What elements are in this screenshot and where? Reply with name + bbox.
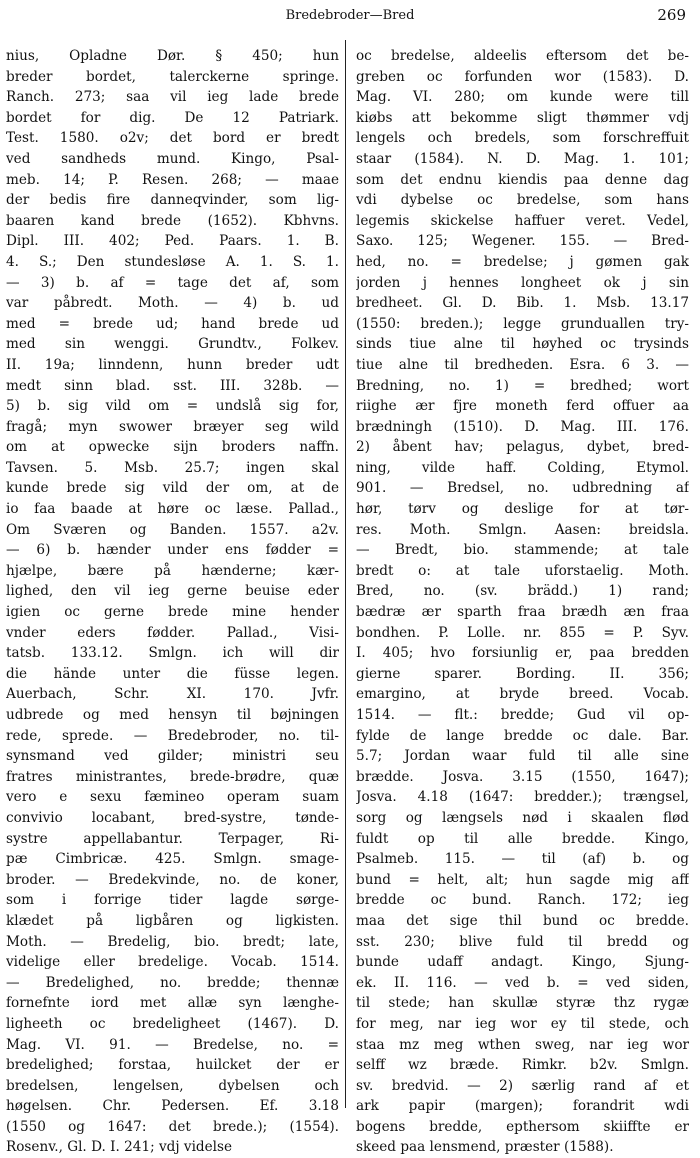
text-line: — 6) b. hænder under ens fødder =	[6, 542, 339, 559]
text-line: breder bordet, talerckerne springe.	[6, 68, 339, 85]
text-line: II. 19a; linndenn, hunn breder udt	[6, 356, 339, 373]
text-line: ek. II. 116. — ved b. = ved siden,	[356, 974, 689, 991]
text-line: bondhen. P. Lolle. nr. 855 = P. Syv.	[356, 624, 689, 641]
text-line: riighe ær fjre moneth ferd offuer aa	[356, 398, 689, 415]
text-line: skeed paa lensmend, præster (1588).	[356, 1139, 614, 1156]
page-number: 269	[657, 6, 686, 24]
text-line: Saxo. 125; Wegener. 155. — Bred-	[356, 233, 689, 250]
text-line: ved sandheds mund. Kingo, Psal-	[6, 150, 339, 167]
text-line: videlige eller bredelige. Vocab. 1514.	[6, 954, 339, 971]
text-line: bordet for dig. De 12 Patriark.	[6, 109, 339, 126]
text-line: kiøbs att bekomme sligt thømmer vdj	[356, 109, 689, 126]
text-line: for meg, nar ieg wor ey til stede, och	[356, 1015, 689, 1032]
text-line: lighed, den vil ieg gerne beuise eder	[6, 583, 339, 600]
text-line: sorg og længsels nød i skaalen flød	[356, 809, 689, 826]
text-line: bunde udaff andagt. Kingo, Sjung-	[356, 954, 689, 971]
right-column	[356, 46, 689, 1158]
text-line: (1550: breden.); legge grunduallen try-	[356, 315, 689, 332]
text-line: Rosenv., Gl. D. I. 241; vdj videlse	[6, 1139, 233, 1156]
text-line: sv. bredvid. — 2) særlig rand af et	[356, 1077, 689, 1094]
text-line: Test. 1580. o2v; det bord er bredt	[6, 130, 339, 147]
text-line: høgelsen. Chr. Pedersen. Ef. 3.18	[6, 1098, 339, 1115]
text-line: jorden j hennes longheet ok j sin	[356, 274, 689, 291]
text-line: bredelsen, lengelsen, dybelsen och	[6, 1077, 339, 1094]
text-line: — 3) b. af = tage det af, som	[6, 274, 339, 291]
text-line: bredelighed; forstaa, huilcket der er	[6, 1057, 339, 1074]
text-line: fragå; myn swower bræyer seg wild	[6, 418, 339, 435]
text-line: tiue alne til bredheden. Esra. 6 3. —	[356, 356, 689, 373]
text-line: Auerbach, Schr. XI. 170. Jvfr.	[6, 686, 339, 703]
text-line: systre appellabantur. Terpager, Ri-	[6, 830, 339, 847]
text-line: Om Sværen og Banden. 1557. a2v.	[6, 521, 339, 538]
text-line: som i forrige tider lagde sørge-	[6, 892, 339, 909]
text-line: synsmand ved gilder; ministri seu	[6, 748, 339, 765]
text-line: hed, no. = bredelse; j gømen gak	[356, 253, 689, 270]
text-line: var påbredt. Moth. — 4) b. ud	[6, 295, 339, 312]
text-line: hør, tørv og deslige for at tør-	[356, 501, 689, 518]
text-line: oc bredelse, aldeelis eftersom det be-	[356, 48, 689, 64]
text-line: nius, Opladne Dør. § 450; hun	[6, 48, 339, 64]
text-line: staar (1584). N. D. Mag. 1. 101;	[356, 150, 689, 167]
text-line: med = brede ud; hand brede ud	[6, 315, 339, 332]
text-line: sst. 230; blive fuld til bredd og	[356, 933, 689, 950]
text-line: igien oc gerne brede mine hender	[6, 604, 339, 621]
text-line: vdi dybelse oc bredelse, som hans	[356, 192, 689, 209]
text-line: Mag. VI. 91. — Bredelse, no. =	[6, 1036, 339, 1053]
text-line: — Bredt, bio. stammende; at tale	[356, 542, 689, 559]
text-line: om at opwecke sijn broders naffn.	[6, 439, 339, 456]
text-line: bredt o: at tale uforstaelig. Moth.	[356, 562, 689, 579]
text-line: selff wz bræde. Rimkr. b2v. Smlgn.	[356, 1057, 689, 1074]
text-line: udbrede og med hensyn til bøjningen	[6, 707, 339, 723]
text-line: ark papir (margen); forandrit wdi	[356, 1098, 689, 1115]
text-line: Dipl. III. 402; Ped. Paars. 1. B.	[6, 233, 339, 250]
page-header	[0, 6, 700, 28]
text-line: 901. — Bredsel, no. udbredning af	[356, 480, 689, 497]
text-line: Moth. — Bredelig, bio. bredt; late,	[6, 933, 339, 950]
text-line: fornefnte iord met allæ syn længhe-	[6, 995, 339, 1012]
text-line: brædde. Josva. 3.15 (1550, 1647);	[356, 768, 689, 785]
text-line: broder. — Bredekvinde, no. de koner,	[6, 871, 339, 888]
text-line: der bedis fire danneqvinder, som lig-	[6, 192, 339, 209]
text-line: baaren kand brede (1652). Kbhvns.	[6, 212, 339, 229]
text-line: til stede; han skullæ styræ thz rygæ	[356, 995, 689, 1012]
text-line: klædet på ligbåren og ligkisten.	[6, 912, 339, 929]
text-line: io faa baade at høre oc læse. Pallad.,	[6, 501, 339, 518]
text-line: emargino, at bryde breed. Vocab.	[356, 686, 689, 703]
text-line: hjælpe, bære på hænderne; kær-	[6, 562, 339, 579]
text-line: Tavsen. 5. Msb. 25.7; ingen skal	[6, 459, 339, 476]
text-line: bund = helt, alt; hun sagde mig aff	[356, 871, 689, 888]
text-line: maa det sige thil bund oc bredde.	[356, 912, 689, 929]
text-line: 5) b. sig vild om = undslå sig for,	[6, 398, 339, 415]
column-divider	[345, 40, 346, 1108]
text-line: convivio locabant, bred-systre, tønde-	[6, 809, 339, 826]
text-line: greben oc forfunden wor (1583). D.	[356, 68, 689, 85]
text-line: 1514. — flt.: bredde; Gud vil op-	[356, 707, 689, 723]
text-line: fratres ministrantes, brede-brødre, quæ	[6, 768, 339, 785]
text-line: gierne sparer. Bording. II. 356;	[356, 665, 689, 682]
text-line: bædræ ær sparth fraa brædh æn fraa	[356, 604, 689, 621]
text-line: Mag. VI. 280; om kunde were till	[356, 89, 689, 106]
text-line: fuldt op til alle bredde. Kingo,	[356, 830, 689, 847]
text-line: legemis skickelse haffuer veret. Vedel,	[356, 212, 689, 229]
text-line: vnder eders fødder. Pallad., Visi-	[6, 624, 339, 641]
text-line: lengels och bredels, som forschreffuit	[356, 130, 689, 147]
text-line: res. Moth. Smlgn. Aasen: breidsla.	[356, 521, 689, 538]
text-line: ligheeth oc bredeligheet (1467). D.	[6, 1015, 339, 1032]
text-line: pæ Cimbricæ. 425. Smlgn. smage-	[6, 851, 339, 868]
text-line: Josva. 4.18 (1647: bredder.); trængsel,	[356, 789, 689, 806]
text-line: meb. 14; P. Resen. 268; — maae	[6, 171, 339, 188]
text-line: Psalmeb. 115. — til (af) b. og	[356, 851, 689, 868]
text-line: medt sinn blad. sst. III. 328b. —	[6, 377, 339, 394]
text-line: tatsb. 133.12. Smlgn. ich will dir	[6, 645, 339, 662]
text-line: (1550 og 1647: det brede.); (1554).	[6, 1118, 339, 1135]
text-line: rede, sprede. — Bredebroder, no. til-	[6, 727, 339, 744]
text-line: med sin wenggi. Grundtv., Folkev.	[6, 336, 339, 353]
text-line: bogens bredde, epthersom skiiffte er	[356, 1118, 689, 1135]
text-line: Ranch. 273; saa vil ieg lade brede	[6, 89, 339, 106]
text-line: bredde oc bund. Ranch. 172; ieg	[356, 892, 689, 909]
text-line: kunde brede sig vild der om, at de	[6, 480, 339, 497]
text-line: I. 405; hvo forsiunlig er, paa bredden	[356, 645, 689, 662]
text-line: bredheet. Gl. D. Bib. 1. Msb. 13.17	[356, 295, 689, 312]
text-line: 5.7; Jordan waar fuld til alle sine	[356, 748, 689, 765]
running-title: Bredebroder—Bred	[285, 8, 415, 23]
text-line: die hände unter die füsse legen.	[6, 665, 339, 682]
text-line: 4. S.; Den stundesløse A. 1. S. 1.	[6, 253, 339, 270]
text-line: 2) åbent hav; pelagus, dybet, bred-	[356, 439, 689, 456]
text-line: staa mz meg wthen sweg, nar ieg wor	[356, 1036, 689, 1053]
text-line: fylde de lange bredde oc dale. Bar.	[356, 727, 689, 744]
text-line: Bred, no. (sv. brädd.) 1) rand;	[356, 583, 689, 600]
text-line: brædningh (1510). D. Mag. III. 176.	[356, 418, 689, 435]
text-line: vero e sexu fæmineo operam suam	[6, 789, 339, 806]
text-line: sinds tiue alne til høyhed oc trysinds	[356, 336, 689, 353]
text-line: som det endnu kiendis paa denne dag	[356, 171, 689, 188]
text-line: Bredning, no. 1) = bredhed; wort	[356, 377, 689, 394]
left-column	[6, 46, 339, 1158]
text-line: — Bredelighed, no. bredde; thennæ	[6, 974, 339, 991]
text-line: ning, vilde haff. Colding, Etymol.	[356, 459, 689, 476]
